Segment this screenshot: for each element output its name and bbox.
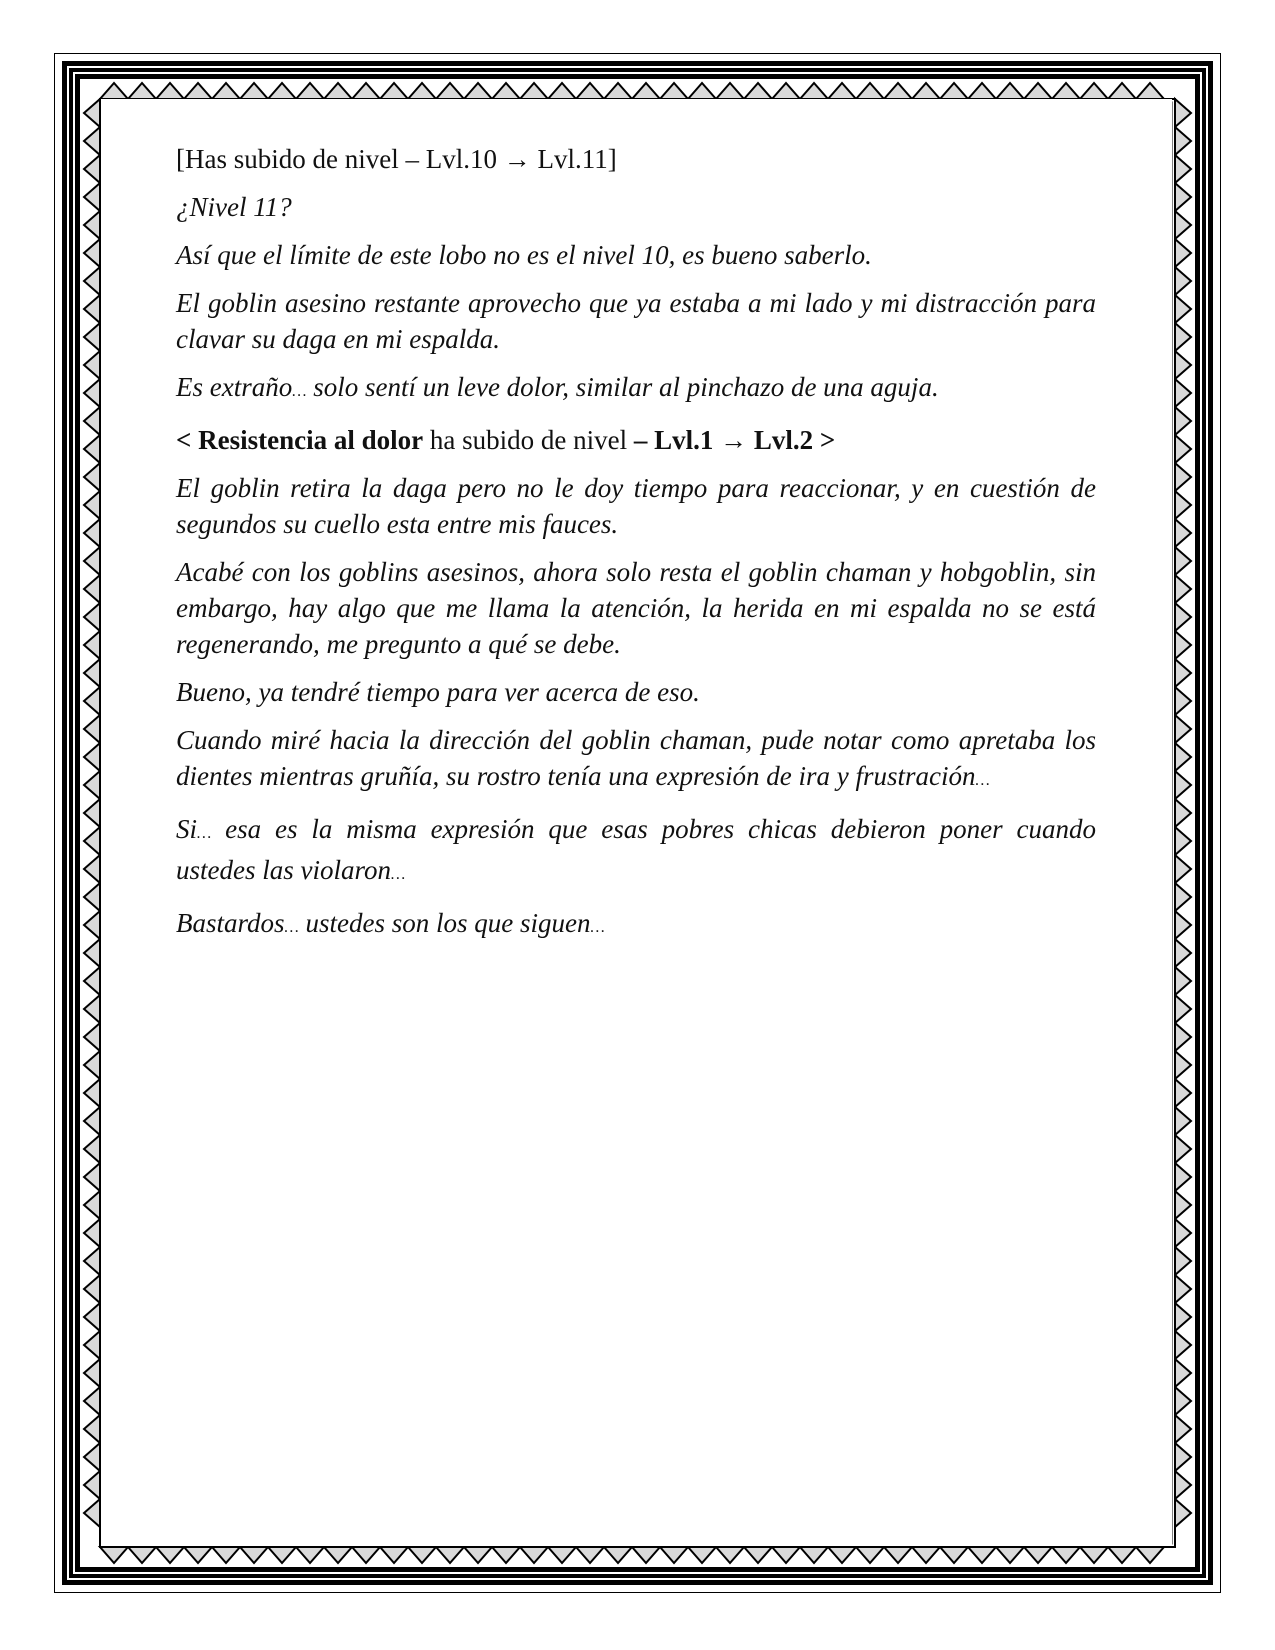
- paragraph-text: solo sentí un leve dolor, similar al pinchazo de una aguja.: [306, 372, 939, 402]
- document-body: [176, 141, 1096, 958]
- paragraph: [176, 554, 1096, 662]
- skill-level-up-message: [176, 422, 1096, 458]
- paragraph-text: Cuando miré hacia la dirección del goblin chaman, pude notar como apretaba los dientes mientras gruñía, su rostro tenía una expresión de ira y frustración: [176, 725, 1096, 791]
- paragraph-text: Así que el límite de este lobo no es el nivel 10, es bueno saberlo.: [176, 240, 872, 270]
- paragraph-text: El goblin asesino restante aprovecho que ya estaba a mi lado y mi distracción para clavar su daga en mi espalda.: [176, 288, 1096, 354]
- level-up-text: [Has subido de nivel – Lvl.10 → Lvl.11]: [176, 144, 617, 174]
- paragraph: [176, 369, 1096, 410]
- ellipsis: …: [590, 919, 605, 936]
- paragraph-text: Bastardos: [176, 908, 285, 938]
- ellipsis: …: [975, 772, 990, 789]
- level-up-message: [176, 141, 1096, 177]
- paragraph: [176, 905, 1096, 946]
- paragraph: [176, 811, 1096, 893]
- paragraph: [176, 722, 1096, 799]
- skill-name: < Resistencia al dolor: [176, 425, 424, 455]
- paragraph: [176, 285, 1096, 357]
- skill-level-change: – Lvl.1 → Lvl.2 >: [633, 425, 836, 455]
- paragraph-text: El goblin retira la daga pero no le doy tiempo para reaccionar, y en cuestión de segundos su cuello esta entre mis fauces.: [176, 473, 1096, 539]
- paragraph-text: Acabé con los goblins asesinos, ahora solo resta el goblin chaman y hobgoblin, sin embargo, hay algo que me llama la atención, la herida en mi espalda no se está regenerando, me pregunto a qué se debe.: [176, 557, 1096, 659]
- ellipsis: …: [391, 866, 406, 883]
- paragraph: [176, 189, 1096, 225]
- paragraph: [176, 470, 1096, 542]
- skill-message-text: ha subido de nivel: [423, 425, 634, 455]
- paragraph: [176, 237, 1096, 273]
- ellipsis: …: [284, 919, 299, 936]
- paragraph-text: ¿Nivel 11?: [176, 192, 292, 222]
- paragraph-text: Si: [176, 814, 198, 844]
- paragraph-text: Bueno, ya tendré tiempo para ver acerca de eso.: [176, 677, 700, 707]
- paragraph-text: Es extraño: [176, 372, 293, 402]
- paragraph: [176, 674, 1096, 710]
- ellipsis: …: [197, 825, 212, 842]
- ellipsis: …: [292, 383, 307, 400]
- paragraph-text: ustedes son los que siguen: [298, 908, 591, 938]
- paragraph-text: esa es la misma expresión que esas pobres chicas debieron poner cuando ustedes las violaron: [176, 814, 1096, 885]
